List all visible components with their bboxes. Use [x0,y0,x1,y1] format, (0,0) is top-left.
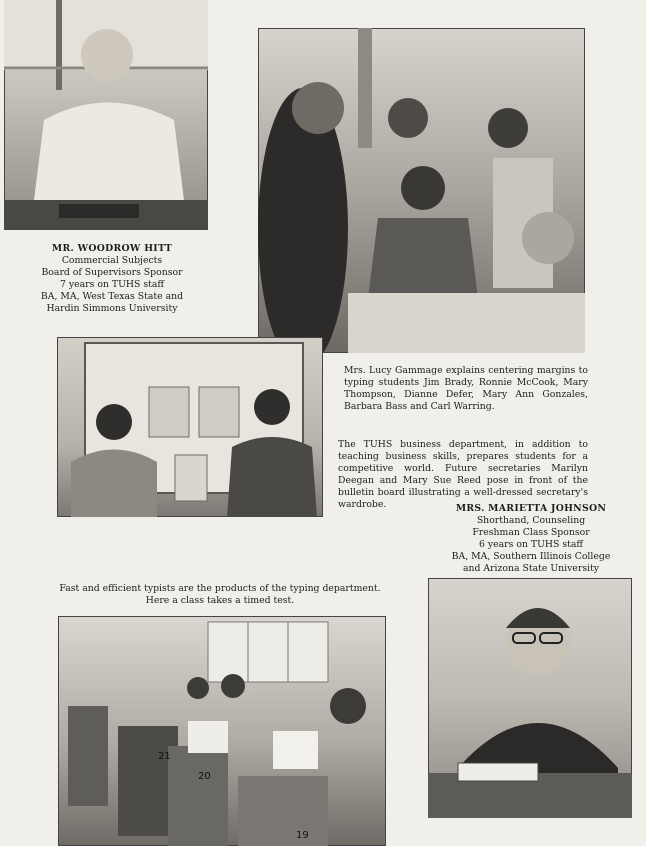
hitt-line-5: Hardin Simmons University [46,303,178,314]
johnson-line-4: BA, MA, Southern Illinois College [451,551,611,562]
hitt-name: MR. WOODROW HITT [51,243,173,254]
photo-typing-class [58,616,386,846]
desk-number-19: 19 [296,830,309,841]
photo-woodrow-hitt [4,0,208,230]
johnson-caption [436,503,626,575]
johnson-line-2: Freshman Class Sponsor [472,527,590,538]
gammage-caption: Mrs. Lucy Gammage explains centering margins to typing students Jim Brady, Ronnie McCook, Mary Thompson, Dianne Defer, Mary Ann Gonzales, Barbara Bass and Carl Warring. [344,365,588,412]
photo-marietta-johnson [428,578,632,818]
johnson-line-1: Shorthand, Counseling [476,515,586,526]
johnson-line-3: 6 years on TUHS staff [479,539,583,550]
typing-caption-line-2: Here a class takes a timed test. [145,595,295,606]
johnson-name: MRS. MARIETTA JOHNSON [455,503,607,514]
hitt-line-1: Commercial Subjects [61,255,163,266]
typing-caption [40,583,400,607]
typing-caption-line-1: Fast and efficient typists are the products of the typing department. [59,583,381,594]
business-dept-caption: The TUHS business department, in addition to teaching business skills, prepares students for a competitive world. Future secretaries Marilyn Deegan and Mary Sue Reed pose in front of the bulletin board illustrating a well-dressed secretary's wardrobe. [338,439,588,510]
photo-bulletin-board [57,337,323,517]
desk-number-20: 20 [198,771,211,782]
hitt-line-2: Board of Supervisors Sponsor [41,267,183,278]
desk-number-21: 21 [158,751,171,762]
johnson-line-5: and Arizona State University [462,563,600,574]
hitt-line-3: 7 years on TUHS staff [60,279,164,290]
photo-gammage-class [258,28,585,353]
hitt-line-4: BA, MA, West Texas State and [40,291,184,302]
hitt-caption [22,243,202,315]
